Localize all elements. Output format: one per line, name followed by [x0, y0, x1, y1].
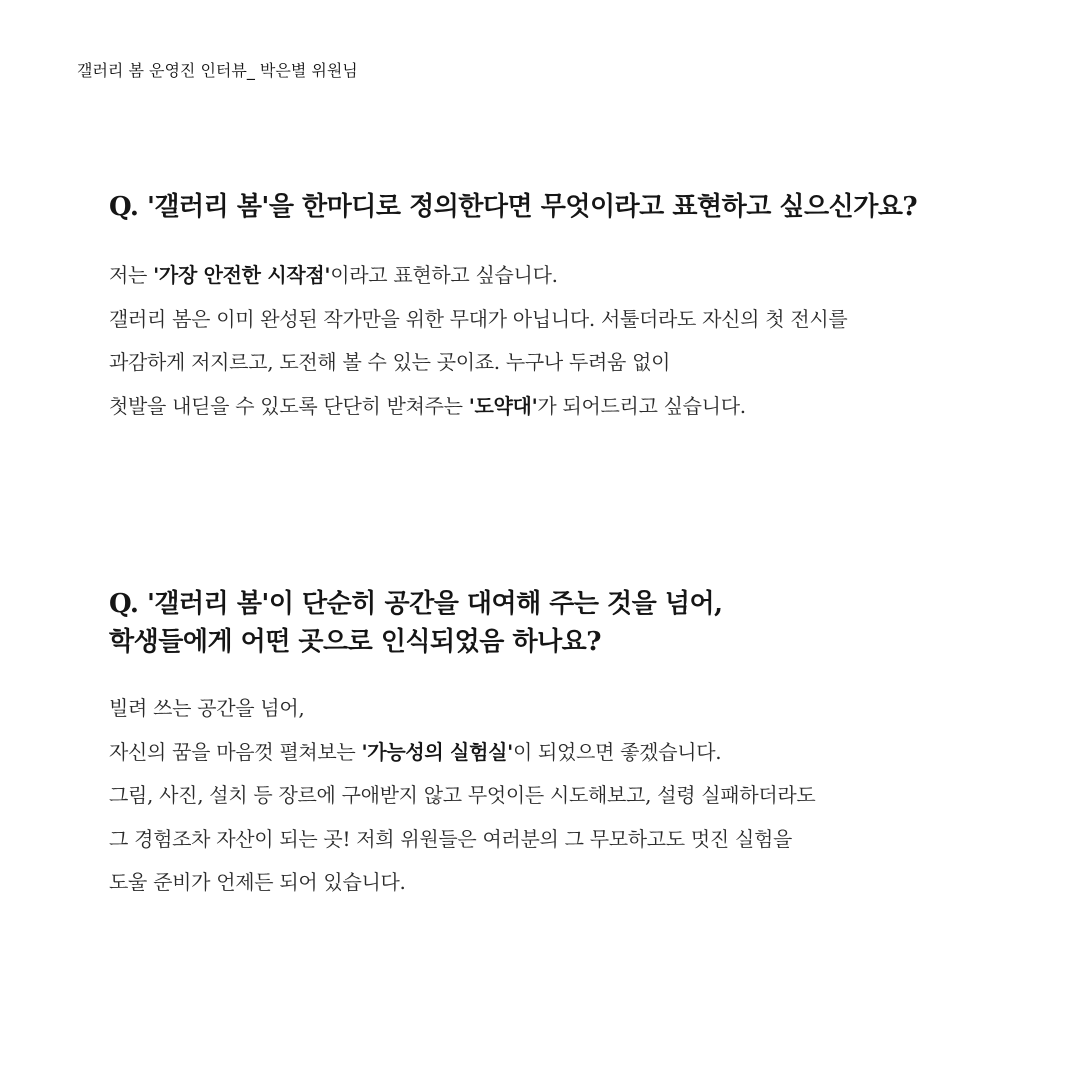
question-line: Q. '갤러리 봄'을 한마디로 정의한다면 무엇이라고 표현하고 싶으신가요? [109, 192, 918, 222]
answer-line: 빌려 쓰는 공간을 넘어, [109, 696, 305, 720]
answer-emphasis: '가능성의 실험실' [361, 739, 513, 764]
question-1 [109, 188, 1009, 226]
question-2 [109, 585, 1009, 661]
page-header-title: 갤러리 봄 운영진 인터뷰_ 박은별 위원님 [77, 61, 358, 80]
answer-text: 가 되어드리고 싶습니다. [537, 393, 746, 418]
answer-emphasis: '도약대' [468, 393, 538, 418]
answer-text: 저는 [109, 263, 154, 287]
answer-2 [109, 687, 1009, 905]
answer-line: 도울 준비가 언제든 되어 있습니다. [109, 870, 406, 894]
answer-line: 그 경험조차 자산이 되는 곳! 저희 위원들은 여러분의 그 무모하고도 멋진 실험을 [109, 826, 793, 851]
answer-line: 갤러리 봄은 이미 완성된 작가만을 위한 무대가 아닙니다. 서툴더라도 자신의 첫 전시를 [109, 306, 848, 331]
answer-line [109, 385, 1009, 429]
qa-section-1 [109, 188, 1009, 428]
answer-text: 첫발을 내딛을 수 있도록 단단히 받쳐주는 [109, 393, 469, 418]
answer-text: 이라고 표현하고 싶습니다. [330, 263, 558, 287]
answer-text: 자신의 꿈을 마음껏 펼쳐보는 [109, 739, 362, 764]
answer-line [109, 254, 1009, 298]
answer-1 [109, 254, 1009, 428]
answer-emphasis: '가장 안전한 시작점' [153, 263, 331, 287]
question-line: 학생들에게 어떤 곳으로 인식되었음 하나요? [109, 627, 602, 657]
answer-line: 과감하게 저지르고, 도전해 볼 수 있는 곳이죠. 누구나 두려움 없이 [109, 350, 671, 374]
answer-line: 그림, 사진, 설치 등 장르에 구애받지 않고 무엇이든 시도해보고, 설령 실패하더라도 [109, 783, 816, 807]
question-line: Q. '갤러리 봄'이 단순히 공간을 대여해 주는 것을 넘어, [109, 589, 723, 619]
answer-line [109, 731, 1009, 775]
answer-text: 이 되었으면 좋겠습니다. [512, 739, 722, 764]
qa-section-2 [109, 585, 1009, 905]
